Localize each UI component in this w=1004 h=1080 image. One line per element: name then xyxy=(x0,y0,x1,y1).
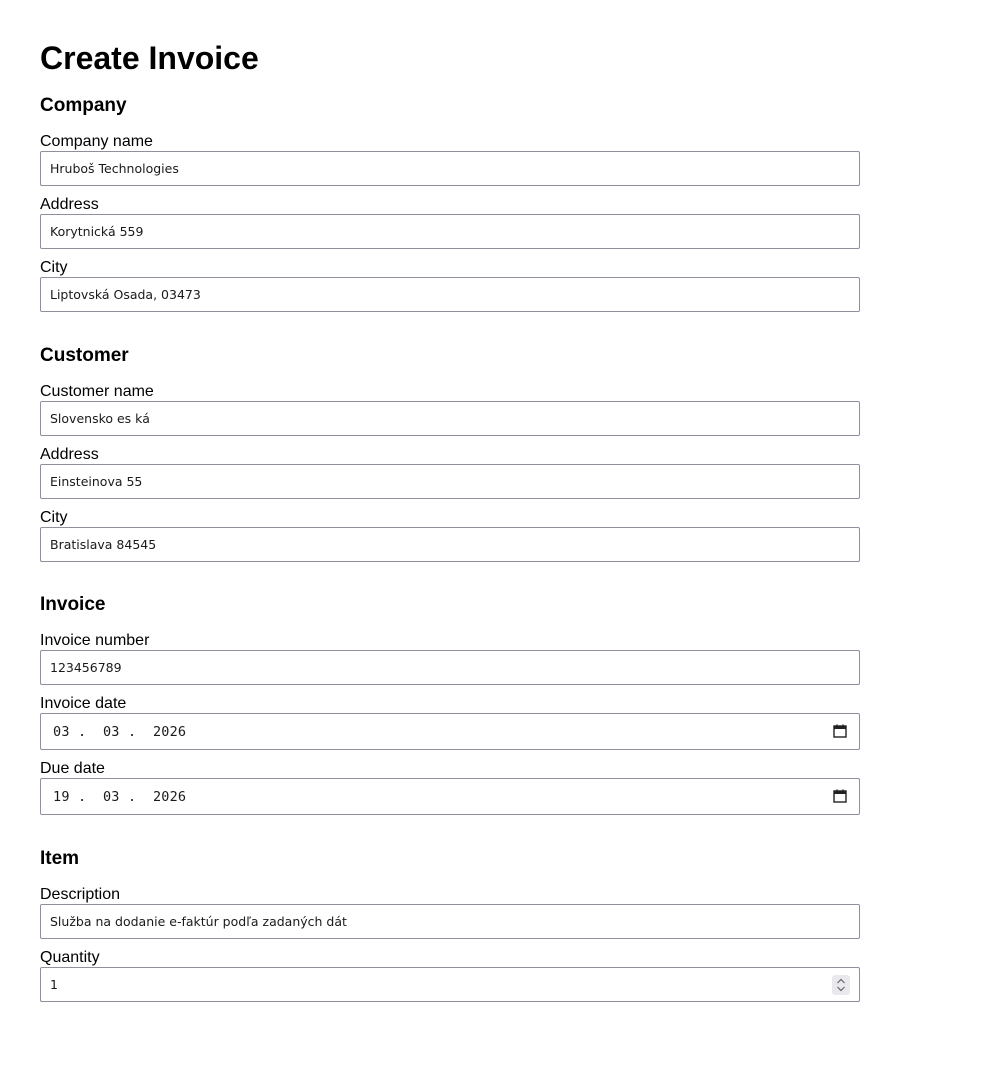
company-name-field xyxy=(40,133,1004,186)
invoice-number-label: Invoice number xyxy=(40,632,150,649)
customer-address-input[interactable] xyxy=(40,464,860,499)
customer-name-field xyxy=(40,383,1004,436)
customer-address-value: Einsteinova 55 xyxy=(50,474,143,489)
customer-name-label: Customer name xyxy=(40,383,154,400)
customer-city-label: City xyxy=(40,509,68,526)
description-input[interactable] xyxy=(40,904,860,939)
due-date-year[interactable]: 2026 xyxy=(152,788,187,805)
company-city-field xyxy=(40,259,1004,312)
item-section xyxy=(40,848,1004,1002)
company-address-input[interactable] xyxy=(40,214,860,249)
due-date-day[interactable]: 19 xyxy=(53,788,70,805)
description-field xyxy=(40,886,1004,939)
item-heading: Item xyxy=(40,848,80,869)
date-separator: . xyxy=(119,723,153,740)
invoice-date-field xyxy=(40,695,1004,750)
spinner-arrows-icon[interactable] xyxy=(832,975,850,995)
quantity-field xyxy=(40,949,1004,1002)
due-date-field xyxy=(40,760,1004,815)
customer-name-input[interactable] xyxy=(40,401,860,436)
invoice-number-input[interactable] xyxy=(40,650,860,685)
invoice-date-day[interactable]: 03 xyxy=(53,723,70,740)
invoice-number-field xyxy=(40,632,1004,685)
invoice-date-label: Invoice date xyxy=(40,695,127,712)
customer-city-field xyxy=(40,509,1004,562)
company-name-value: Hruboš Technologies xyxy=(50,161,179,176)
calendar-icon[interactable] xyxy=(833,724,847,738)
page-title: Create Invoice xyxy=(40,40,259,76)
company-address-field xyxy=(40,196,1004,249)
customer-name-value: Slovensko es ká xyxy=(50,411,150,426)
customer-heading: Customer xyxy=(40,345,129,366)
calendar-icon[interactable] xyxy=(833,789,847,803)
customer-section xyxy=(40,345,1004,562)
company-address-value: Korytnická 559 xyxy=(50,224,144,239)
invoice-section xyxy=(40,594,1004,815)
description-label: Description xyxy=(40,886,121,903)
customer-address-label: Address xyxy=(40,446,99,463)
company-city-input[interactable] xyxy=(40,277,860,312)
date-separator: . xyxy=(69,723,103,740)
company-city-label: City xyxy=(40,259,68,276)
due-date-label: Due date xyxy=(40,760,105,777)
quantity-label: Quantity xyxy=(40,949,100,966)
company-address-label: Address xyxy=(40,196,99,213)
company-heading: Company xyxy=(40,95,127,116)
quantity-stepper[interactable] xyxy=(40,967,860,1002)
company-name-input[interactable] xyxy=(40,151,860,186)
customer-city-value: Bratislava 84545 xyxy=(50,537,157,552)
customer-address-field xyxy=(40,446,1004,499)
company-section xyxy=(40,95,1004,312)
invoice-number-value: 123456789 xyxy=(50,660,122,675)
invoice-date-input[interactable] xyxy=(40,713,860,750)
date-separator: . xyxy=(119,788,153,805)
invoice-date-month[interactable]: 03 xyxy=(102,723,120,740)
quantity-value: 1 xyxy=(50,977,58,992)
description-value: Služba na dodanie e-faktúr podľa zadaných dát xyxy=(50,914,347,929)
invoice-heading: Invoice xyxy=(40,594,106,615)
company-name-label: Company name xyxy=(40,133,153,150)
invoice-date-year[interactable]: 2026 xyxy=(152,723,187,740)
date-separator: . xyxy=(69,788,103,805)
customer-city-input[interactable] xyxy=(40,527,860,562)
due-date-month[interactable]: 03 xyxy=(102,788,120,805)
company-city-value: Liptovská Osada, 03473 xyxy=(50,287,201,302)
due-date-input[interactable] xyxy=(40,778,860,815)
